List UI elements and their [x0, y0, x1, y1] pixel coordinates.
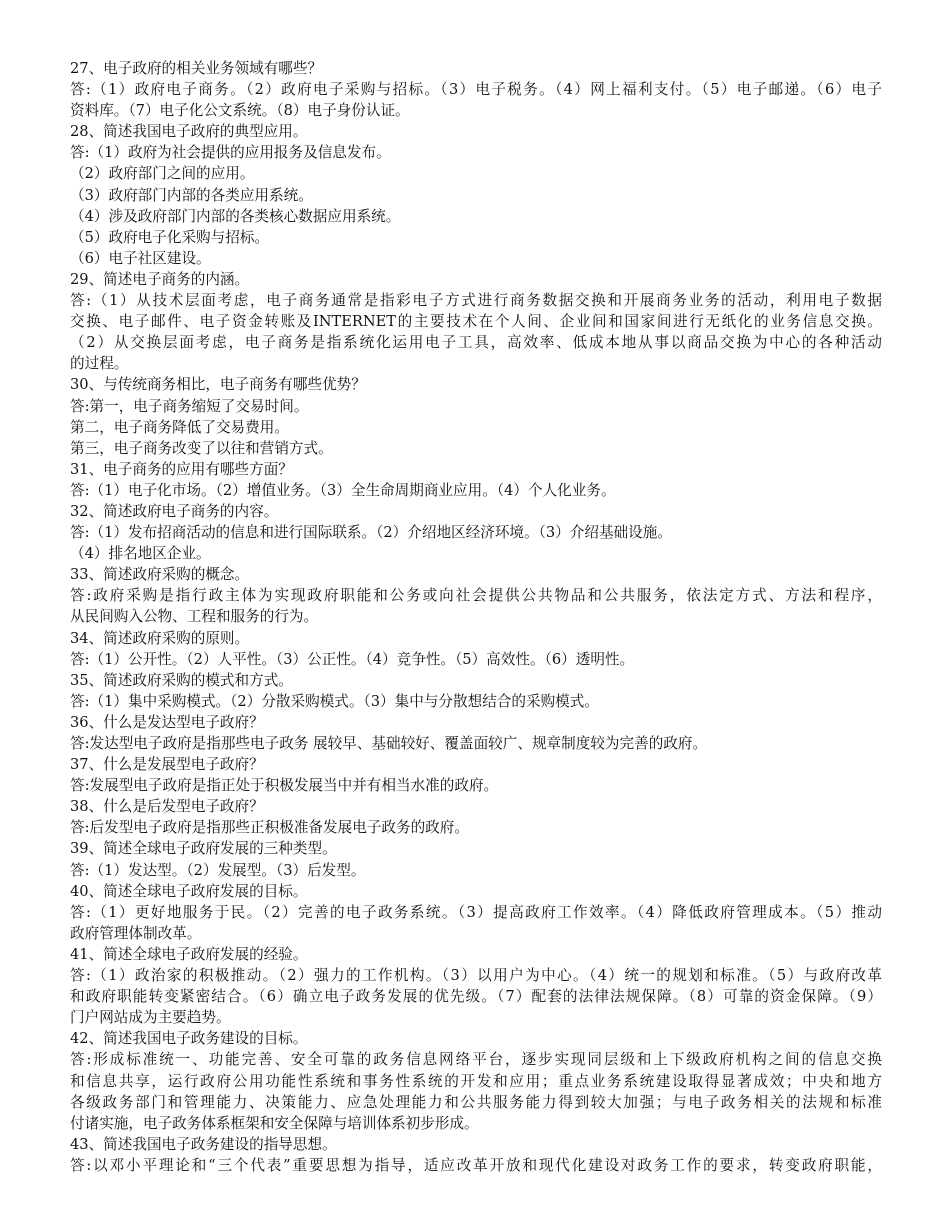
text-line: 33、简述政府采购的概念。 — [70, 566, 250, 584]
text-line: 29、简述电子商务的内涵。 — [70, 270, 250, 288]
text-line: 答:（1）政治家的积极推动。（2）强力的工作机构。（3）以用户为中心。（4）统一的规划和标准。（5）与政府改革 — [70, 967, 882, 985]
text-line: 答:（1）电子化市场。（2）增值业务。（3）全生命周期商业应用。（4）个人化业务。 — [70, 481, 616, 499]
text-line: 43、简述我国电子政务建设的指导思想。 — [70, 1135, 337, 1153]
text-line: 政府管理体制改革。 — [70, 924, 202, 942]
text-line: 答:发达型电子政府是指那些电子政务 展较早、基础较好、覆盖面较广、规章制度较为完善的政府。 — [70, 735, 708, 752]
text-line: 付诸实施，电子政务体系框架和安全保障与培训体系初步形成。 — [70, 1114, 479, 1132]
text-line: 答:以邓小平理论和“三个代表”重要思想为指导，适应改革开放和现代化建设对政务工作的要求，转变政府职能， — [70, 1156, 882, 1174]
text-line: 答:（1）政府电子商务。（2）政府电子采购与招标。（3）电子税务。（4）网上福利支付。（5）电子邮递。（6）电子 — [70, 81, 882, 99]
text-line: 39、简述全球电子政府发展的三种类型。 — [70, 840, 337, 858]
text-line: 答:（1）更好地服务于民。（2）完善的电子政务系统。（3）提高政府工作效率。（4）降低政府管理成本。（5）推动 — [70, 903, 882, 921]
text-line: 从民间购入公物、工程和服务的行为。 — [70, 608, 319, 626]
text-line: 41、简述全球电子政府发展的经验。 — [70, 945, 308, 963]
text-line: 36、什么是发达型电子政府？ — [70, 713, 264, 731]
text-line: （5）政府电子化采购与招标。 — [70, 228, 270, 246]
text-line: 31、电子商务的应用有哪些方面？ — [70, 460, 293, 478]
text-line: 资料库。（7）电子化公文系统。（8）电子身份认证。 — [70, 102, 410, 120]
text-line: 答:（1）集中采购模式。（2）分散采购模式。（3）集中与分散想结合的采购模式。 — [70, 692, 599, 710]
text-line: 40、简述全球电子政府发展的目标。 — [70, 882, 308, 900]
text-line: 门户网站成为主要趋势。 — [70, 1009, 231, 1027]
text-line: 答:（1）发达型。（2）发展型。（3）后发型。 — [70, 861, 366, 879]
text-line: 27、电子政府的相关业务领域有哪些？ — [70, 60, 323, 77]
text-line: 28、简述我国电子政府的典型应用。 — [70, 123, 308, 141]
text-line: 交换、电子邮件、电子资金转账及INTERNET的主要技术在个人间、企业间和国家间进行无纸化的业务信息交换。 — [70, 313, 882, 331]
text-line: （3）政府部门内部的各类应用系统。 — [70, 186, 313, 204]
text-line: 答:（1）政府为社会提供的应用报务及信息发布。 — [70, 144, 391, 162]
text-line: 34、简述政府采购的原则。 — [70, 629, 250, 647]
text-line: 38、什么是后发型电子政府？ — [70, 798, 264, 816]
text-line: 42、简述我国电子政务建设的目标。 — [70, 1030, 308, 1048]
text-line: 各级政务部门和管理能力、决策能力、应急处理能力和公共服务能力得到较大加强；与电子政务相关的法规和标准 — [70, 1093, 882, 1111]
text-line: 和政府职能转变紧密结合。（6）确立电子政务发展的优先级。（7）配套的法律法规保障。（8）可靠的资金保障。（9） — [70, 988, 882, 1006]
text-line: （4）涉及政府部门内部的各类核心数据应用系统。 — [70, 207, 401, 225]
text-line: 答:形成标准统一、功能完善、安全可靠的政务信息网络平台，逐步实现同层级和上下级政府机构之间的信息交换 — [70, 1051, 882, 1069]
text-line: 的过程。 — [70, 355, 129, 373]
text-line: 答:后发型电子政府是指那些正积极准备发展电子政务的政府。 — [70, 819, 469, 837]
text-line: 第二，电子商务降低了交易费用。 — [70, 418, 289, 436]
text-line: 答:第一，电子商务缩短了交易时间。 — [70, 397, 309, 415]
text-line: （4）排名地区企业。 — [70, 545, 211, 563]
document-page — [70, 58, 882, 1176]
text-line: 答:（1）公开性。（2）人平性。（3）公正性。（4）竞争性。（5）高效性。（6）透明性。 — [70, 650, 635, 668]
text-line: 第三，电子商务改变了以往和营销方式。 — [70, 439, 333, 457]
text-line: 答:发展型电子政府是指正处于积极发展当中并有相当水准的政府。 — [70, 777, 499, 795]
text-line: 37、什么是发展型电子政府？ — [70, 756, 264, 774]
text-line: 答:政府采购是指行政主体为实现政府职能和公务或向社会提供公共物品和公共服务，依法定方式、方法和程序， — [70, 587, 882, 605]
text-line: （2）从交换层面考虑，电子商务是指系统化运用电子工具，高效率、低成本地从事以商品交换为中心的各种活动 — [70, 334, 882, 352]
text-line: 答:（1）发布招商活动的信息和进行国际联系。（2）介绍地区经济环境。（3）介绍基础设施。 — [70, 524, 672, 542]
text-line: （2）政府部门之间的应用。 — [70, 165, 255, 183]
text-line: 答:（1）从技术层面考虑，电子商务通常是指彩电子方式进行商务数据交换和开展商务业务的活动，利用电子数据 — [70, 292, 882, 310]
text-line: 32、简述政府电子商务的内容。 — [70, 502, 279, 520]
text-line: （6）电子社区建设。 — [70, 249, 211, 267]
text-line: 35、简述政府采购的模式和方式。 — [70, 671, 293, 689]
text-line: 30、与传统商务相比，电子商务有哪些优势？ — [70, 376, 366, 394]
text-line: 和信息共享，运行政府公用功能性系统和事务性系统的开发和应用；重点业务系统建设取得显著成效；中央和地方 — [70, 1072, 882, 1090]
